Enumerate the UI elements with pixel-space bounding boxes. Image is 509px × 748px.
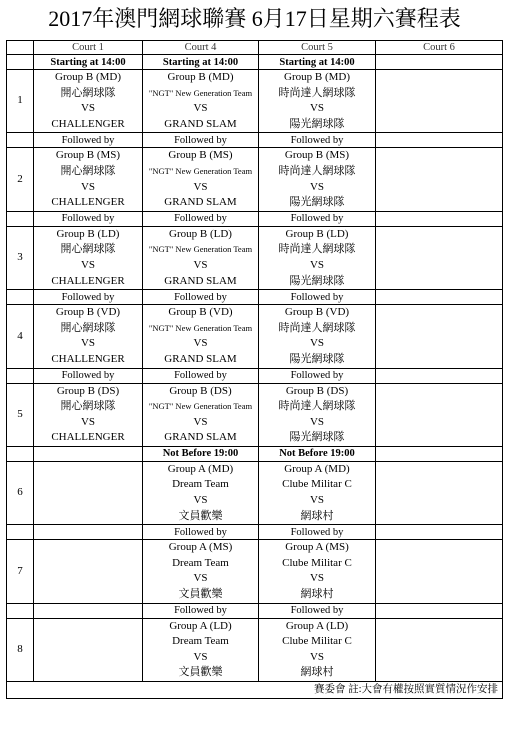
home-team: Dream Team [172, 556, 229, 569]
followed-by-label: Followed by [143, 290, 259, 305]
blank-cell [34, 446, 143, 461]
vs-label: VS [309, 102, 325, 115]
vs-label: VS [193, 180, 208, 193]
court1-match [34, 226, 143, 289]
court6-empty [376, 540, 503, 603]
away-team: CHALLENGER [51, 117, 125, 130]
blank-cell [34, 525, 143, 540]
group-label: Group A (LD) [169, 619, 232, 632]
court-header: Court 5 [259, 41, 376, 55]
court6-empty [376, 226, 503, 289]
corner-cell [7, 41, 34, 55]
match-row [7, 226, 503, 289]
group-label: Group A (MD) [167, 462, 234, 475]
away-team: 陽光網球隊 [289, 274, 345, 287]
not-before-row [7, 446, 503, 461]
group-label: Group B (VD) [55, 306, 121, 319]
group-label: Group B (LD) [285, 227, 349, 240]
court1-empty [34, 618, 143, 681]
group-label: Group B (MS) [55, 149, 121, 162]
blank-cell [7, 525, 34, 540]
blank-cell [376, 133, 503, 148]
court6-empty [376, 618, 503, 681]
away-team: GRAND SLAM [164, 352, 237, 365]
court5-match [259, 461, 376, 524]
blank-cell [34, 603, 143, 618]
home-team: "NGT" New Generation Team [148, 165, 253, 176]
start-time-label: Starting at 14:00 [34, 55, 143, 70]
home-team: "NGT" New Generation Team [148, 322, 253, 333]
home-team: "NGT" New Generation Team [148, 87, 253, 98]
home-team: 時尚達人網球隊 [278, 400, 356, 413]
home-team: Dream Team [172, 478, 229, 491]
home-team: 時尚達人網球隊 [278, 164, 356, 177]
court1-match [34, 70, 143, 133]
match-row [7, 383, 503, 446]
away-team: 網球村 [300, 588, 334, 601]
away-team: 陽光網球隊 [289, 117, 345, 130]
court1-match [34, 305, 143, 368]
followed-by-label: Followed by [259, 133, 376, 148]
blank-cell [376, 368, 503, 383]
vs-label: VS [309, 337, 325, 350]
away-team: 文員歡樂 [178, 588, 223, 601]
away-team: GRAND SLAM [164, 274, 237, 287]
away-team: 陽光網球隊 [289, 196, 345, 209]
followed-by-label: Followed by [259, 603, 376, 618]
group-label: Group B (LD) [169, 227, 232, 240]
court5-match [259, 70, 376, 133]
court4-match [143, 226, 259, 289]
followed-by-label: Followed by [259, 525, 376, 540]
group-label: Group B (DS) [56, 384, 120, 397]
home-team: "NGT" New Generation Team [148, 244, 253, 255]
round-number: 6 [7, 461, 34, 524]
court5-match [259, 540, 376, 603]
followed-by-label: Followed by [143, 133, 259, 148]
footer-note: 賽委會 註:大會有權按照實質情況作安排 [7, 682, 503, 699]
away-team: CHALLENGER [51, 274, 125, 287]
court5-match [259, 148, 376, 211]
court1-match [34, 383, 143, 446]
vs-label: VS [193, 337, 208, 350]
followed-by-row [7, 603, 503, 618]
court5-match [259, 383, 376, 446]
court-header: Court 4 [143, 41, 259, 55]
blank-cell [376, 55, 503, 70]
court4-match [143, 540, 259, 603]
group-label: Group B (MD) [167, 71, 234, 83]
round-number: 4 [7, 305, 34, 368]
round-number: 7 [7, 540, 34, 603]
away-team: GRAND SLAM [164, 196, 237, 209]
away-team: 陽光網球隊 [289, 431, 345, 444]
away-team: GRAND SLAM [164, 117, 237, 130]
court1-empty [34, 461, 143, 524]
blank-cell [7, 290, 34, 305]
followed-by-label: Followed by [259, 368, 376, 383]
group-label: Group B (DS) [169, 384, 232, 397]
match-row [7, 461, 503, 524]
followed-by-label: Followed by [143, 211, 259, 226]
schedule-table [6, 40, 503, 699]
round-number: 2 [7, 148, 34, 211]
court4-match [143, 70, 259, 133]
home-team: 開心網球隊 [60, 164, 116, 177]
court5-match [259, 305, 376, 368]
blank-cell [376, 446, 503, 461]
group-label: Group A (LD) [285, 619, 349, 632]
followed-by-label: Followed by [259, 290, 376, 305]
footer-row [7, 682, 503, 699]
court6-empty [376, 305, 503, 368]
round-number: 5 [7, 383, 34, 446]
vs-label: VS [80, 415, 96, 428]
group-label: Group B (LD) [56, 227, 120, 240]
start-time-label: Starting at 14:00 [259, 55, 376, 70]
group-label: Group B (MS) [284, 149, 350, 162]
vs-label: VS [309, 415, 325, 428]
vs-label: VS [193, 102, 208, 115]
away-team: 文員歡樂 [178, 509, 223, 522]
away-team: 網球村 [300, 666, 334, 679]
group-label: Group B (MD) [55, 71, 121, 83]
home-team: 開心網球隊 [60, 321, 116, 334]
followed-by-row [7, 368, 503, 383]
blank-cell [376, 603, 503, 618]
group-label: Group B (VD) [168, 306, 233, 319]
round-number: 1 [7, 70, 34, 133]
away-team: CHALLENGER [51, 431, 125, 444]
followed-by-row [7, 133, 503, 148]
vs-label: VS [309, 258, 325, 271]
vs-label: VS [193, 650, 208, 663]
home-team: Clube Militar C [282, 478, 352, 491]
vs-label: VS [80, 337, 96, 350]
vs-label: VS [309, 180, 325, 193]
followed-by-label: Followed by [34, 368, 143, 383]
court6-empty [376, 461, 503, 524]
court-header-row [7, 41, 503, 55]
group-label: Group A (MS) [285, 541, 349, 554]
start-time-label: Starting at 14:00 [143, 55, 259, 70]
round-number: 8 [7, 618, 34, 681]
match-row [7, 305, 503, 368]
home-team: 開心網球隊 [60, 400, 116, 413]
not-before-label: Not Before 19:00 [143, 446, 259, 461]
start-time-row [7, 55, 503, 70]
followed-by-label: Followed by [34, 133, 143, 148]
court-header: Court 1 [34, 41, 143, 55]
vs-label: VS [80, 258, 96, 271]
not-before-label: Not Before 19:00 [259, 446, 376, 461]
court5-match [259, 618, 376, 681]
vs-label: VS [309, 494, 325, 507]
home-team: 開心網球隊 [60, 243, 116, 256]
group-label: Group B (MS) [168, 149, 233, 162]
match-row [7, 540, 503, 603]
court4-match [143, 383, 259, 446]
vs-label: VS [309, 650, 325, 663]
match-row [7, 148, 503, 211]
blank-cell [376, 290, 503, 305]
court4-match [143, 305, 259, 368]
match-row [7, 70, 503, 133]
home-team: Clube Militar C [282, 635, 352, 648]
away-team: 網球村 [300, 509, 334, 522]
vs-label: VS [193, 572, 208, 585]
blank-cell [7, 368, 34, 383]
blank-cell [7, 133, 34, 148]
vs-label: VS [193, 494, 208, 507]
court5-match [259, 226, 376, 289]
page-title: 2017年澳門網球聯賽 6月17日星期六賽程表 [48, 6, 461, 31]
court6-empty [376, 148, 503, 211]
away-team: 陽光網球隊 [289, 352, 345, 365]
round-number: 3 [7, 226, 34, 289]
court-header: Court 6 [376, 41, 503, 55]
home-team: Clube Militar C [282, 556, 352, 569]
court6-empty [376, 383, 503, 446]
blank-cell [7, 55, 34, 70]
followed-by-label: Followed by [143, 368, 259, 383]
group-label: Group B (MD) [284, 71, 350, 83]
vs-label: VS [193, 258, 208, 271]
court4-match [143, 618, 259, 681]
blank-cell [376, 211, 503, 226]
followed-by-label: Followed by [143, 525, 259, 540]
away-team: 文員歡樂 [178, 666, 223, 679]
followed-by-row [7, 525, 503, 540]
followed-by-row [7, 290, 503, 305]
followed-by-label: Followed by [259, 211, 376, 226]
blank-cell [7, 211, 34, 226]
home-team: 開心網球隊 [60, 86, 116, 99]
match-row [7, 618, 503, 681]
court1-match [34, 148, 143, 211]
followed-by-row [7, 211, 503, 226]
blank-cell [7, 446, 34, 461]
followed-by-label: Followed by [34, 290, 143, 305]
home-team: 時尚達人網球隊 [278, 243, 356, 256]
vs-label: VS [80, 102, 96, 115]
group-label: Group B (DS) [285, 384, 349, 397]
followed-by-label: Followed by [143, 603, 259, 618]
vs-label: VS [309, 572, 325, 585]
group-label: Group B (VD) [284, 306, 350, 319]
group-label: Group A (MD) [284, 462, 350, 475]
home-team: Dream Team [172, 635, 229, 648]
blank-cell [376, 525, 503, 540]
home-team: "NGT" New Generation Team [148, 401, 253, 412]
followed-by-label: Followed by [34, 211, 143, 226]
away-team: CHALLENGER [51, 196, 125, 209]
home-team: 時尚達人網球隊 [278, 86, 356, 99]
court6-empty [376, 70, 503, 133]
blank-cell [7, 603, 34, 618]
group-label: Group A (MS) [168, 541, 233, 554]
court1-empty [34, 540, 143, 603]
vs-label: VS [193, 415, 208, 428]
court4-match [143, 461, 259, 524]
court4-match [143, 148, 259, 211]
away-team: CHALLENGER [51, 352, 125, 365]
home-team: 時尚達人網球隊 [278, 321, 356, 334]
vs-label: VS [80, 180, 96, 193]
away-team: GRAND SLAM [164, 431, 237, 444]
